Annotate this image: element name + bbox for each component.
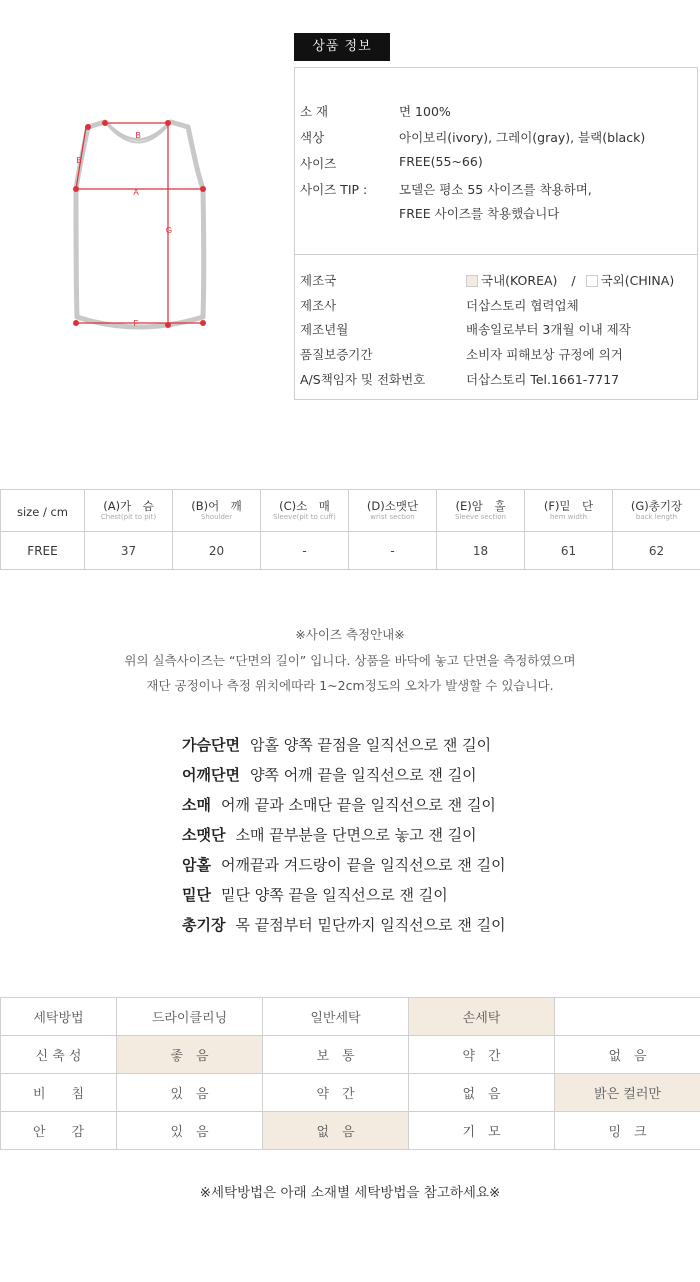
wash-properties-table [0, 997, 700, 1150]
column-header-main: (A)가 슴 [103, 498, 154, 513]
definition-desc: 목 끝점부터 밑단까지 일직선으로 잰 길이 [235, 916, 506, 934]
wash-cell-selected: 손세탁 [409, 998, 555, 1036]
wash-cell: 약 간 [263, 1074, 409, 1112]
wash-footer-note: ※세탁방법은 아래 소재별 세탁방법을 참고하세요※ [199, 1185, 501, 1201]
size-value: 20 [173, 532, 261, 570]
column-header [525, 490, 613, 532]
definition-item [182, 734, 491, 755]
definition-term: 총기장 [182, 916, 226, 934]
origin-label: 제조국 [300, 273, 337, 288]
measure-note-line: 재단 공정이나 측정 위치에따라 1~2cm정도의 오차가 발생할 수 있습니다. [146, 678, 554, 693]
product-info-title: 상품 정보 [294, 33, 390, 61]
wash-row-label: 안 감 [1, 1112, 117, 1150]
wash-row-label: 비 침 [1, 1074, 117, 1112]
wash-cell: 없 음 [409, 1074, 555, 1112]
label-a: A [133, 188, 139, 197]
info-value: 더삽스토리 협력업체 [466, 298, 579, 313]
column-header-sub: Chest(pit to pit) [100, 512, 157, 521]
foreign-checkbox [586, 275, 598, 287]
table-row [1, 532, 700, 570]
info-value: 배송일로부터 3개월 이내 제작 [466, 322, 631, 337]
origin-separator: / [571, 273, 576, 288]
column-header-sub: Shoulder [200, 512, 233, 521]
label-b: B [135, 131, 141, 140]
wash-cell: 없 음 [555, 1036, 700, 1074]
table-row [1, 1112, 700, 1150]
column-header-main: (B)어 깨 [191, 498, 242, 513]
column-header-sub: hem width [549, 512, 588, 521]
info-label: 사이즈 [300, 156, 337, 171]
wash-cell-selected: 밝은 컬러만 [555, 1074, 700, 1112]
definition-desc: 어깨끝과 겨드랑이 끝을 일직선으로 잰 길이 [220, 856, 506, 874]
size-table [0, 489, 700, 570]
column-header-sub: wrist section [370, 512, 415, 521]
column-header-sub: Sleeve(pit to cuff) [273, 512, 336, 521]
column-header-main: (F)밑 단 [543, 498, 594, 513]
column-header-sub: back length [635, 512, 678, 521]
definition-term: 가슴단면 [182, 736, 240, 754]
info-label: 사이즈 TIP : [300, 182, 368, 197]
info-value: 면 100% [399, 104, 451, 119]
definition-term: 암홀 [182, 856, 211, 874]
garment-measurement-diagram [60, 105, 220, 340]
wash-cell: 보 통 [263, 1036, 409, 1074]
wash-cell: 일반세탁 [263, 998, 409, 1036]
origin-value [466, 271, 674, 289]
size-row-label: FREE [1, 532, 85, 570]
definition-term: 어깨단면 [182, 766, 240, 784]
column-header [261, 490, 349, 532]
wash-cell: 약 간 [409, 1036, 555, 1074]
definition-item [182, 884, 448, 905]
info-value: FREE(55~66) [399, 154, 483, 169]
size-table-header-row [1, 490, 700, 532]
column-header [349, 490, 437, 532]
column-header [85, 490, 173, 532]
label-f: F [133, 319, 139, 328]
wash-cell-selected: 좋 음 [117, 1036, 263, 1074]
definition-item [182, 914, 506, 935]
definition-term: 소매 [182, 796, 211, 814]
size-value: 61 [525, 532, 613, 570]
table-row [1, 998, 700, 1036]
origin-domestic: 국내(KOREA) [481, 273, 558, 288]
column-header-main: (C)소 매 [279, 498, 330, 513]
size-value: - [349, 532, 437, 570]
definition-item [182, 854, 506, 875]
table-row [1, 1074, 700, 1112]
definition-term: 밑단 [182, 886, 211, 904]
definition-desc: 양쪽 어깨 끝을 일직선으로 잰 길이 [249, 766, 477, 784]
size-value: 62 [613, 532, 700, 570]
column-header-sub: Sleeve section [455, 512, 506, 521]
table-row [1, 1036, 700, 1074]
column-header [437, 490, 525, 532]
size-unit-label: size / cm [16, 505, 68, 519]
definition-desc: 암홀 양쪽 끝점을 일직선으로 잰 길이 [249, 736, 492, 754]
measure-note-line: 위의 실측사이즈는 “단면의 길이” 입니다. 상품을 바닥에 놓고 단면을 측정하였으며 [124, 653, 576, 668]
info-value: 아이보리(ivory), 그레이(gray), 블랙(black) [399, 130, 646, 145]
label-e: E [76, 156, 82, 165]
info-value: FREE 사이즈를 착용했습니다 [399, 206, 560, 221]
column-header-main: (D)소맷단 [366, 498, 419, 513]
product-info-box [294, 67, 698, 255]
label-g: G [165, 226, 173, 235]
definition-desc: 소매 끝부분을 단면으로 놓고 잰 길이 [235, 826, 477, 844]
wash-row-label: 세탁방법 [1, 998, 117, 1036]
size-unit-header [1, 490, 85, 532]
column-header-main: (G)총기장 [630, 498, 683, 513]
wash-row-label: 신 축 성 [1, 1036, 117, 1074]
definition-item [182, 764, 477, 785]
domestic-checkbox [466, 275, 478, 287]
info-label: 품질보증기간 [300, 347, 373, 362]
size-value: 37 [85, 532, 173, 570]
info-label: 제조사 [300, 298, 337, 313]
definition-item [182, 824, 477, 845]
origin-foreign: 국외(CHINA) [600, 273, 675, 288]
info-value: 소비자 피해보상 규정에 의거 [466, 347, 623, 362]
wash-cell: 있 음 [117, 1074, 263, 1112]
definition-desc: 밑단 양쪽 끝을 일직선으로 잰 길이 [220, 886, 448, 904]
wash-cell: 밍 크 [555, 1112, 700, 1150]
definition-term: 소맷단 [182, 826, 226, 844]
info-label: A/S책임자 및 전화번호 [300, 372, 426, 387]
wash-cell: 드라이클리닝 [117, 998, 263, 1036]
wash-cell: 기 모 [409, 1112, 555, 1150]
measure-note-title: ※사이즈 측정안내※ [295, 627, 405, 642]
info-label: 소 재 [300, 104, 329, 119]
column-header [613, 490, 700, 532]
info-label: 제조년월 [300, 322, 349, 337]
wash-cell-selected: 없 음 [263, 1112, 409, 1150]
info-label: 색상 [300, 130, 325, 145]
wash-cell: 있 음 [117, 1112, 263, 1150]
info-value: 더삽스토리 Tel.1661-7717 [466, 372, 620, 387]
size-value: 18 [437, 532, 525, 570]
definition-item [182, 794, 496, 815]
definition-desc: 어깨 끝과 소매단 끝을 일직선으로 잰 길이 [220, 796, 496, 814]
size-value: - [261, 532, 349, 570]
info-value: 모델은 평소 55 사이즈를 착용하며, [399, 182, 592, 197]
column-header-main: (E)암 홀 [455, 498, 506, 513]
wash-cell [555, 998, 700, 1036]
column-header [173, 490, 261, 532]
